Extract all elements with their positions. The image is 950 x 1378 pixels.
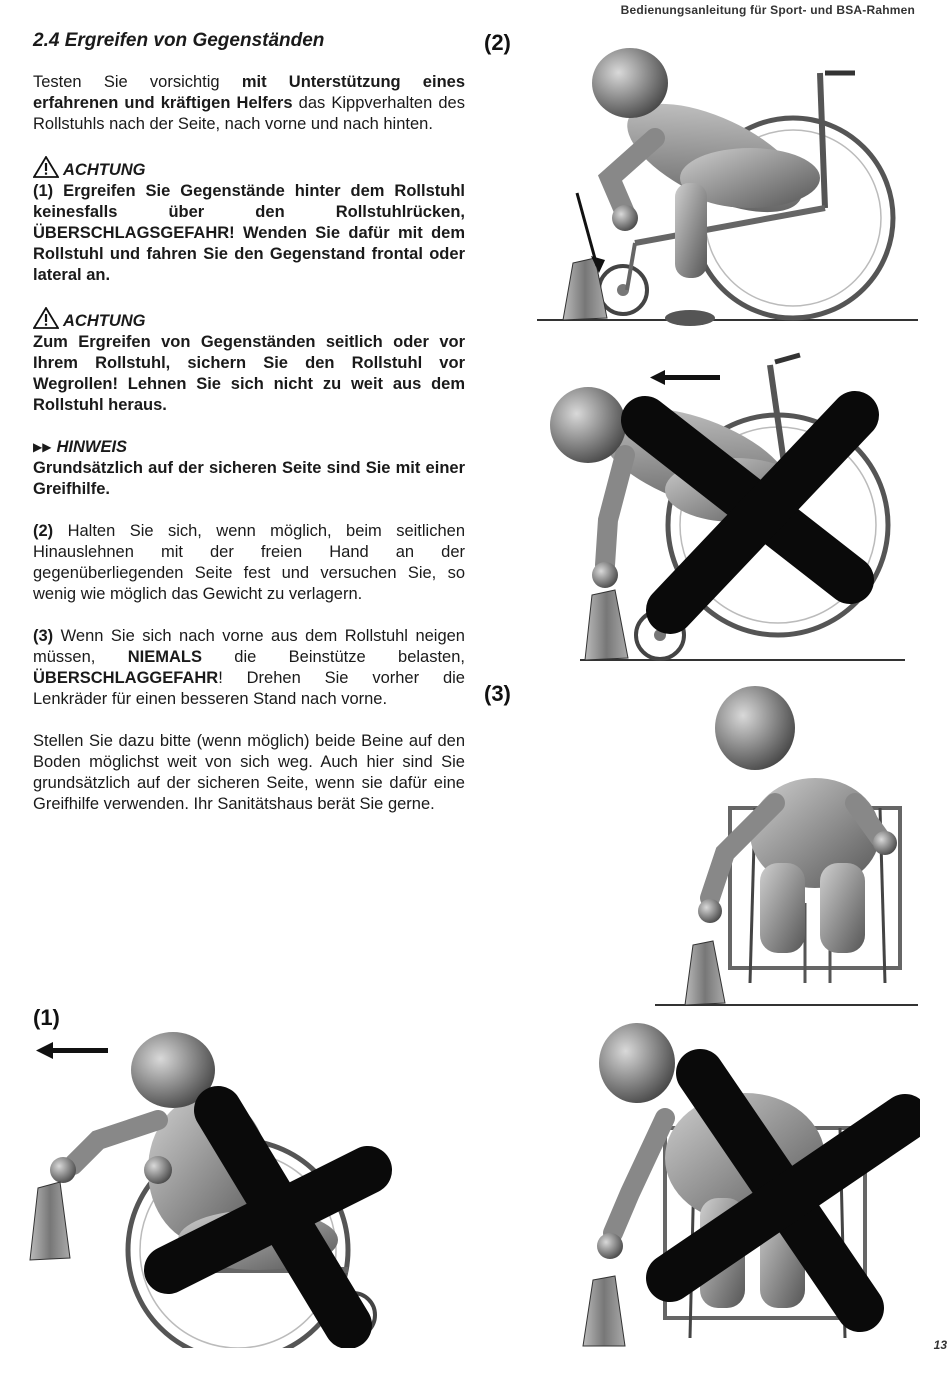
hint-label: HINWEIS (56, 438, 128, 456)
intro-paragraph: Testen Sie vorsichtig mit Unterstützung eines erfahrenen und kräftigen Helfers das Kippverhalten des Rollstuhls nach der Seite, nach vorne und nach hinten. (33, 73, 466, 133)
warning-icon (33, 156, 59, 178)
warning-label: ACHTUNG (63, 161, 146, 179)
warning-text: (1) Ergreifen Sie Gegenstände hinter dem Rollstuhl keinesfalls über den Rollstuhlrücken, ÜBERSCHLAGSGEFAHR! Wenden Sie dafür mit dem Rollstuhl und fahren Sie den Gegenstand frontal oder lateral an. (33, 182, 465, 284)
paragraph-3: (3) Wenn Sie sich nach vorne aus dem Rollstuhl neigen müssen, NIEMALS die Beinstütze belasten, ÜBERSCHLAGGEFAHR! Drehen Sie vorher die Lenkräder für einen besseren Stand nach vorne. (33, 627, 465, 708)
paragraph-4: Stellen Sie dazu bitte (wenn möglich) beide Beine auf den Boden möglichst weit von sich weg. Auch hier sind Sie grundsätzlich auf der sicheren Seite, wenn sie dafür eine Greifhilfe verwenden. Ihr Sanitätshaus berät Sie gerne. (33, 732, 465, 813)
page-number: 13 (933, 1338, 947, 1352)
paragraph-2: (2) Halten Sie sich, wenn möglich, beim seitlichen Hinauslehnen mit der freien Hand an der gegenüberliegenden Seite fest und versuchen Sie, so wenig wie möglich das Gewicht zu verlagern. (33, 522, 465, 603)
warning-block-2 (33, 307, 465, 416)
figure-label-3: (3) (484, 681, 511, 706)
figure-label-1: (1) (33, 1005, 60, 1030)
figure-label-2: (2) (484, 30, 511, 55)
section-title: 2.4 Ergreifen von Gegenständen (33, 30, 325, 51)
hint-text: Grundsätzlich auf der sicheren Seite sind Sie mit einer Greifhilfe. (33, 459, 465, 498)
warning-label: ACHTUNG (63, 312, 146, 330)
figure-3-wrong-forward (575, 1018, 920, 1348)
figure-2-correct-reach (535, 28, 920, 328)
warning-text: Zum Ergreifen von Gegenständen seitlich oder vor Ihrem Rollstuhl, sichern Sie den Rollstuhl vor Wegrollen! Lehnen Sie sich nicht zu weit aus dem Rollstuhl heraus. (33, 333, 465, 414)
running-header: Bedienungsanleitung für Sport- und BSA-Rahmen (620, 3, 915, 17)
double-arrow-icon: ▶▶ (33, 440, 52, 454)
warning-block-1 (33, 156, 465, 286)
figure-1-wrong-reach-back (28, 1030, 403, 1348)
figure-3-correct-forward (655, 683, 920, 1013)
figure-2-wrong-lean (550, 340, 910, 670)
warning-icon (33, 307, 59, 329)
hint-block (33, 437, 465, 500)
text-column (33, 72, 465, 836)
